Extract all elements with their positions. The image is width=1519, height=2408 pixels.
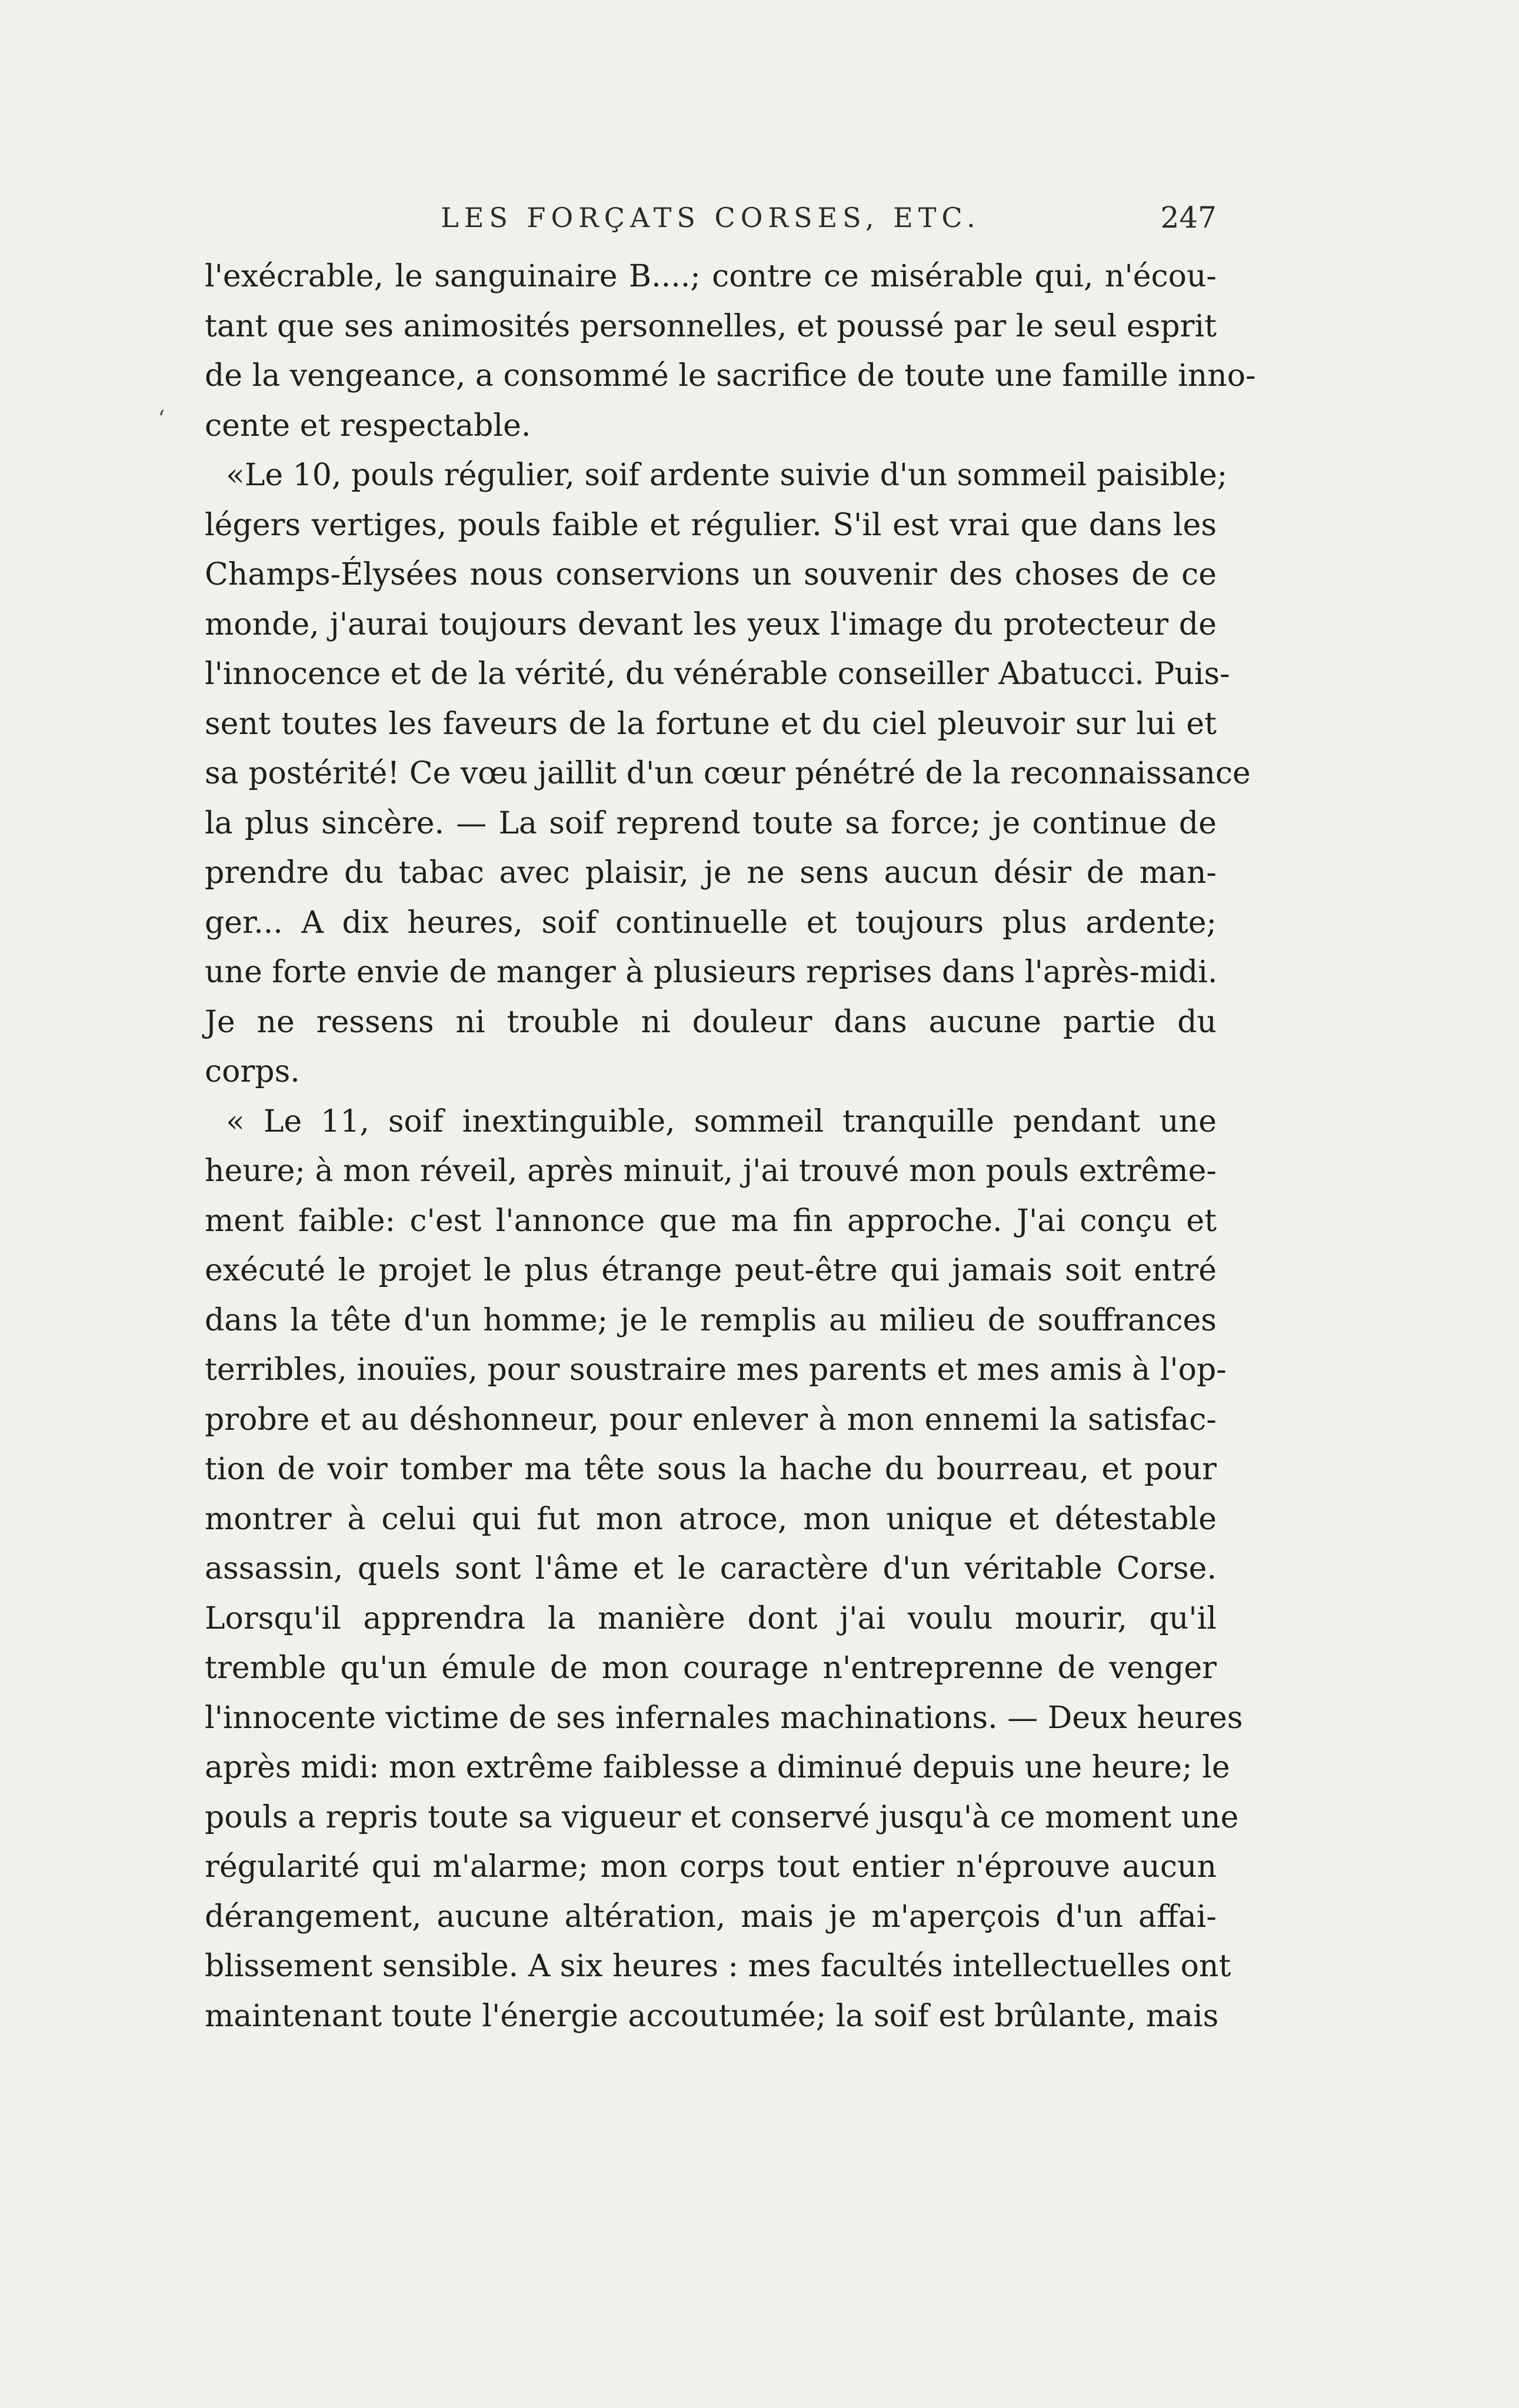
text-line: ger... A dix heures, soif continuelle et toujours plus ardente; — [205, 905, 1217, 940]
running-title: LES FORÇATS CORSES, ETC. — [441, 202, 981, 234]
text-line: « Le 11, soif inextinguible, sommeil tranquille pendant une — [226, 1103, 1217, 1139]
text-line: Je ne ressens ni trouble ni douleur dans aucune partie du — [205, 1004, 1217, 1040]
text-line: montrer à celui qui fut mon atroce, mon unique et détestable — [205, 1501, 1217, 1537]
text-line: corps. — [205, 1054, 300, 1089]
text-line: ment faible: c'est l'annonce que ma fin approche. J'ai conçu et — [205, 1203, 1217, 1239]
text-line: la plus sincère. — La soif reprend toute sa force; je continue de — [205, 805, 1217, 841]
text-line: maintenant toute l'énergie accoutumée; la soif est brûlante, mais — [205, 1998, 1219, 2034]
text-line: tant que ses animosités personnelles, et poussé par le seul esprit — [205, 308, 1217, 344]
text-line: dans la tête d'un homme; je le remplis au milieu de souffrances — [205, 1302, 1217, 1338]
text-line: Lorsqu'il apprendra la manière dont j'ai voulu mourir, qu'il — [205, 1600, 1217, 1636]
text-line: tremble qu'un émule de mon courage n'entreprenne de venger — [205, 1650, 1217, 1686]
text-line: monde, j'aurai toujours devant les yeux l'image du protecteur de — [205, 606, 1217, 642]
text-line: régularité qui m'alarme; mon corps tout entier n'éprouve aucun — [205, 1849, 1217, 1885]
page-number: 247 — [1160, 201, 1217, 235]
text-line: sa postérité! Ce vœu jaillit d'un cœur pénétré de la reconnaissance — [205, 756, 1251, 791]
text-line: «Le 10, pouls régulier, soif ardente suivie d'un sommeil paisible; — [226, 458, 1228, 493]
text-line: exécuté le projet le plus étrange peut-être qui jamais soit entré — [205, 1253, 1217, 1288]
text-line: terribles, inouïes, pour soustraire mes parents et mes amis à l'op- — [205, 1352, 1227, 1388]
text-line: probre et au déshonneur, pour enlever à mon ennemi la satisfac- — [205, 1402, 1217, 1438]
text-line: assassin, quels sont l'âme et le caractère d'un véritable Corse. — [205, 1551, 1217, 1586]
text-line: pouls a repris toute sa vigueur et conservé jusqu'à ce moment une — [205, 1799, 1239, 1835]
text-line: l'innocente victime de ses infernales machinations. — Deux heures — [205, 1700, 1243, 1736]
text-line: sent toutes les faveurs de la fortune et du ciel pleuvoir sur lui et — [205, 706, 1217, 742]
text-line: blissement sensible. A six heures : mes facultés intellectuelles ont — [205, 1949, 1231, 1984]
text-line: une forte envie de manger à plusieurs reprises dans l'après-midi. — [205, 955, 1218, 990]
margin-mark: ‘ — [158, 406, 165, 433]
text-line: l'innocence et de la vérité, du vénérable conseiller Abatucci. Puis- — [205, 656, 1230, 692]
text-line: tion de voir tomber ma tête sous la hache du bourreau, et pour — [205, 1452, 1217, 1487]
text-line: prendre du tabac avec plaisir, je ne sens aucun désir de man- — [205, 855, 1217, 891]
text-line: légers vertiges, pouls faible et régulier. S'il est vrai que dans les — [205, 507, 1217, 543]
text-line: Champs-Élysées nous conservions un souvenir des choses de ce — [205, 557, 1217, 592]
text-line: dérangement, aucune altération, mais je m'aperçois d'un affai- — [205, 1899, 1217, 1935]
text-line: après midi: mon extrême faiblesse a diminué depuis une heure; le — [205, 1750, 1230, 1785]
text-line: l'exécrable, le sanguinaire B....; contre ce misérable qui, n'écou- — [205, 259, 1217, 294]
text-line: heure; à mon réveil, après minuit, j'ai trouvé mon pouls extrême- — [205, 1153, 1217, 1189]
text-line: cente et respectable. — [205, 408, 531, 443]
text-line: de la vengeance, a consommé le sacrifice de toute une famille inno- — [205, 358, 1256, 393]
page-header — [205, 194, 1217, 241]
body-text — [205, 252, 1256, 2041]
